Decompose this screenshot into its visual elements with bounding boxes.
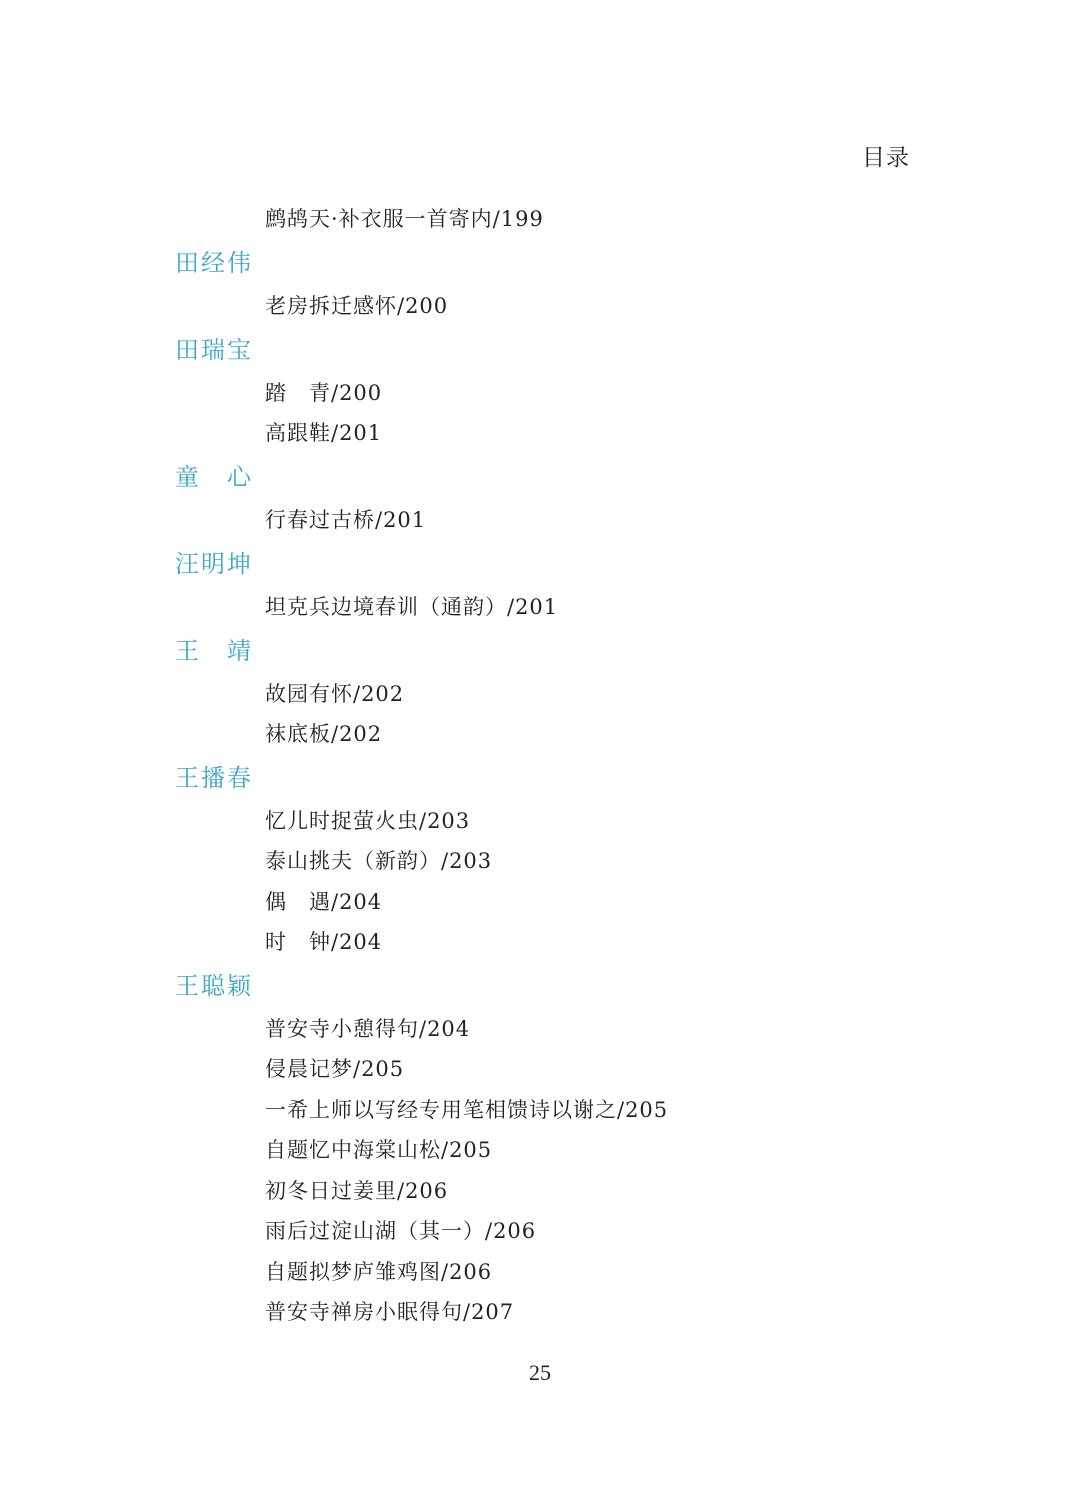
toc-author: 王聪颖 (175, 972, 253, 1000)
toc-author: 王播春 (175, 764, 253, 792)
toc-entry: 鹧鸪天·补衣服一首寄内/199 (265, 207, 544, 231)
toc-entry: 偶 遇/204 (265, 890, 383, 914)
toc-entry: 雨后过淀山湖（其一）/206 (265, 1219, 537, 1243)
toc-entry: 行春过古桥/201 (265, 508, 427, 532)
toc-author: 童 心 (175, 463, 253, 491)
toc-author: 王 靖 (175, 637, 253, 665)
page-number: 25 (529, 1360, 551, 1385)
toc-entry: 自题忆中海棠山松/205 (265, 1138, 493, 1162)
toc-entry: 泰山挑夫（新韵）/203 (265, 849, 493, 873)
toc-entry: 踏 青/200 (265, 381, 383, 405)
toc-entry: 时 钟/204 (265, 930, 383, 954)
toc-entry: 袜底板/202 (265, 722, 383, 746)
toc-entry: 老房拆迁感怀/200 (265, 294, 449, 318)
toc-author: 汪明坤 (175, 550, 253, 578)
toc-entry: 坦克兵边境春训（通韵）/201 (265, 595, 559, 619)
toc-entry: 高跟鞋/201 (265, 421, 383, 445)
toc-entry: 初冬日过姜里/206 (265, 1179, 449, 1203)
toc-entry: 普安寺禅房小眠得句/207 (265, 1300, 515, 1324)
toc-entry: 自题拟梦庐雏鸡图/206 (265, 1260, 493, 1284)
toc-author: 田瑞宝 (175, 336, 253, 364)
toc-entry: 忆儿时捉萤火虫/203 (265, 809, 471, 833)
toc-author: 田经伟 (175, 249, 253, 277)
toc-entry: 普安寺小憩得句/204 (265, 1017, 471, 1041)
running-header-title: 目录 (862, 145, 910, 171)
toc-entry: 故园有怀/202 (265, 682, 405, 706)
toc-entry: 一希上师以写经专用笔相馈诗以谢之/205 (265, 1098, 669, 1122)
toc-entry: 侵晨记梦/205 (265, 1057, 405, 1081)
